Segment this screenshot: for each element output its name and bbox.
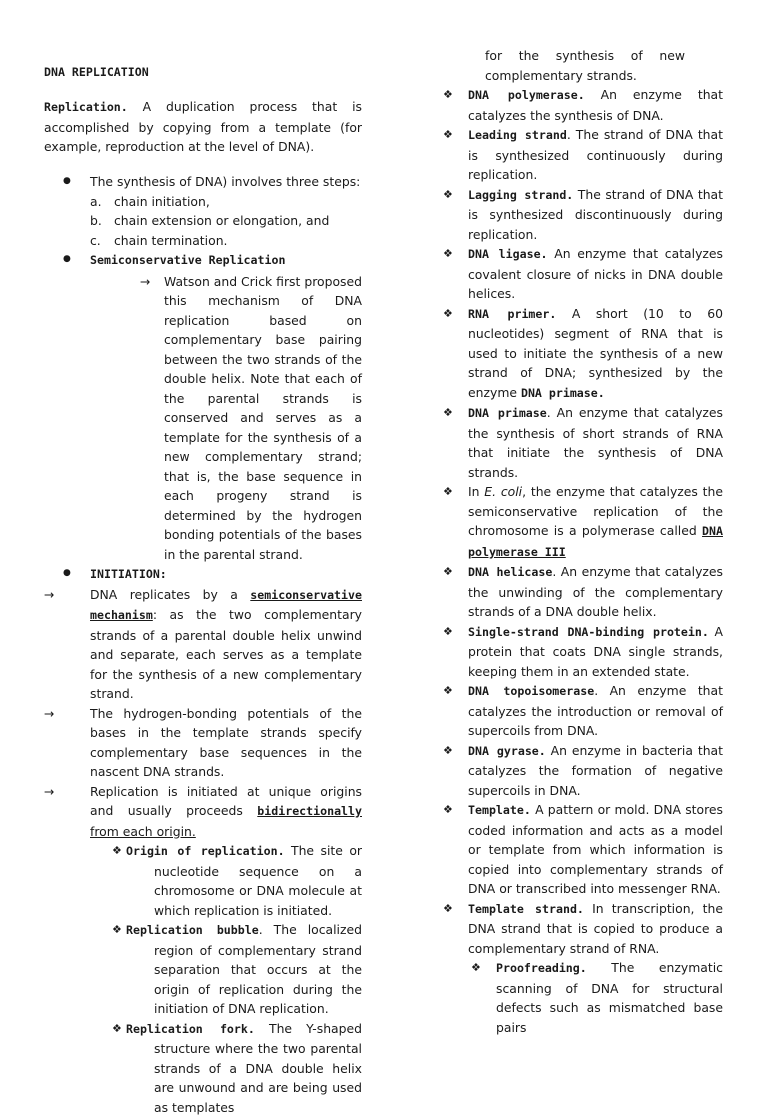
def-term: Template. [468, 803, 531, 817]
primase-item [441, 403, 723, 482]
def-item [441, 185, 723, 245]
bullet-dot-icon: ● [63, 172, 71, 192]
def-text: . The strand of DNA that is synthesized continuously during replication. [468, 127, 723, 182]
step-letter: b. [90, 211, 102, 231]
step-text: chain initiation, [114, 194, 210, 209]
semi-text: Watson and Crick first proposed this mechanism of DNA replication based on complementary base pairing between the two strands of the double helix. Note that each of the parental strands is conserved and serves as a template for the synthesis of a new complementary strand; that is, the base sequence in each progeny strand is determined by the hydrogen bonding potentials of the bases in the parental strand. [164, 274, 362, 562]
diamond-bullet-icon: ❖ [443, 681, 453, 701]
intro-term: Replication. [44, 100, 128, 114]
def-text: An enzyme that catalyzes the synthesis of DNA. [468, 87, 723, 123]
def-text: . An enzyme that catalyzes the unwinding of the complementary strands of a DNA double helix. [468, 564, 723, 619]
init-point-2 [44, 704, 362, 782]
arrow-right-icon: → [44, 782, 54, 802]
steps-intro: The synthesis of DNA) involves three steps: [90, 174, 360, 189]
page-title: DNA REPLICATION [44, 63, 149, 83]
init-text: Replication is initiated at unique origins and usually proceeds [90, 784, 362, 819]
def-term: DNA primase [468, 406, 547, 420]
diamond-bullet-icon: ❖ [443, 622, 453, 642]
def-text: A pattern or mold. DNA stores coded information and acts as a model or template from which information is copied into complementary strands of DNA or transcribed into messenger RNA. [468, 802, 723, 896]
diamond-bullet-icon: ❖ [443, 482, 453, 502]
def-text: . An enzyme that catalyzes the synthesis of short strands of RNA that initiate the synthesis of DNA strands. [468, 405, 723, 480]
semi-paragraph [44, 272, 362, 565]
diamond-bullet-icon: ❖ [112, 920, 122, 940]
step-text: chain termination. [114, 233, 227, 248]
def-item [441, 85, 723, 125]
def-term: DNA helicase [468, 565, 552, 579]
def-item [441, 899, 723, 959]
def-text: In transcription, the DNA strand that is copied to produce a complementary strand of RNA. [468, 901, 723, 956]
diamond-bullet-icon: ❖ [471, 958, 481, 978]
def-text: , the enzyme that catalyzes the semiconservative replication of the chromosome is a polymerase called [468, 484, 723, 538]
diamond-bullet-icon: ❖ [443, 800, 453, 820]
init-text: DNA replicates by a [90, 587, 238, 602]
origin-text: The site or nucleotide sequence on a chromosome or DNA molecule at which replication is initiated. [154, 843, 362, 918]
def-text: The strand of DNA that is synthesized discontinuously during replication. [468, 187, 723, 242]
origin-item [44, 841, 362, 920]
init-point-1 [44, 585, 362, 704]
bubble-term: Replication bubble [126, 923, 259, 937]
diamond-bullet-icon: ❖ [443, 562, 453, 582]
def-term: DNA ligase. [468, 247, 548, 261]
init-text: : as the two complementary strands of a parental double helix unwind and separate, each serves as a template for the synthesis of a new complementary strand. [90, 607, 362, 701]
init-text: The hydrogen-bonding potentials of the bases in the template strands specify complementary base sequences in the nascent DNA strands. [90, 706, 362, 780]
arrow-right-icon: → [44, 704, 54, 724]
diamond-bullet-icon: ❖ [112, 1019, 122, 1039]
def-text: . An enzyme that catalyzes the introduction or removal of supercoils from DNA. [468, 683, 723, 738]
init-point-3 [44, 782, 362, 842]
def-item [441, 681, 723, 741]
ecoli-item [441, 482, 723, 562]
step-item [90, 211, 362, 231]
step-letter: c. [90, 231, 101, 251]
def-term: DNA polymerase III [468, 524, 723, 559]
def-text: A short (10 to 60 nucleotides) segment of RNA that is used to initiate the synthesis of a new strand of DNA; synthesized by the enzyme [468, 306, 723, 400]
def-item [441, 622, 723, 682]
diamond-bullet-icon: ❖ [443, 244, 453, 264]
species-name: E. coli [484, 484, 522, 499]
def-item [441, 125, 723, 185]
fork-item [44, 1019, 362, 1117]
def-text: An enzyme in bacteria that catalyzes the formation of negative supercoils in DNA. [468, 743, 723, 798]
def-term: DNA primase. [521, 386, 605, 400]
steps-list [44, 192, 362, 251]
def-item [441, 800, 723, 899]
def-text: An enzyme that catalyzes covalent closure of nicks in DNA double helices. [468, 246, 723, 301]
def-item [441, 244, 723, 304]
diamond-bullet-icon: ❖ [443, 85, 453, 105]
def-term: RNA primer. [468, 307, 556, 321]
def-term: Single-strand DNA-binding protein. [468, 625, 709, 639]
arrow-right-icon: → [44, 585, 54, 605]
init-heading: INITIATION: [90, 567, 167, 581]
init-term: bidirectionally [257, 804, 362, 818]
init-text: from each origin. [90, 824, 196, 839]
def-term: DNA gyrase. [468, 744, 546, 758]
fork-continuation: for the synthesis of new complementary strands. [441, 46, 685, 85]
step-text: chain extension or elongation, and [114, 213, 329, 228]
def-term: Leading strand [468, 128, 567, 142]
bullet-dot-icon: ● [63, 250, 71, 270]
proofreading-item [441, 958, 723, 1037]
rna-primer-item [441, 304, 723, 404]
def-term: Proofreading. [496, 961, 587, 975]
fork-term: Replication fork. [126, 1022, 255, 1036]
arrow-right-icon: → [140, 272, 150, 292]
def-term: Template strand. [468, 902, 584, 916]
step-letter: a. [90, 192, 102, 212]
def-item [441, 741, 723, 801]
fork-text: The Y-shaped structure where the two parental strands of a DNA double helix are unwound and are being used as templates [154, 1021, 362, 1115]
bullet-dot-icon: ● [63, 564, 71, 584]
diamond-bullet-icon: ❖ [443, 899, 453, 919]
diamond-bullet-icon: ❖ [443, 304, 453, 324]
def-term: DNA topoisomerase [468, 684, 594, 698]
step-item [90, 231, 362, 251]
def-text: A protein that coats DNA single strands, keeping them in an extended state. [468, 624, 723, 679]
bubble-item [44, 920, 362, 1019]
right-column [441, 46, 723, 1037]
def-text: The enzymatic scanning of DNA for structural defects such as mismatched base pairs [496, 960, 723, 1035]
def-text: In [468, 484, 480, 499]
semi-bullet [44, 250, 362, 271]
step-item [90, 192, 362, 212]
diamond-bullet-icon: ❖ [443, 125, 453, 145]
origin-term: Origin of replication. [126, 844, 285, 858]
bubble-text: . The localized region of complementary strand separation that occurs at the origin of replication during the initiation of DNA replication. [154, 922, 362, 1016]
steps-bullet [44, 172, 362, 192]
diamond-bullet-icon: ❖ [112, 841, 122, 861]
semi-heading: Semiconservative Replication [90, 253, 285, 267]
def-item [441, 562, 723, 622]
def-term: Lagging strand. [468, 188, 573, 202]
diamond-bullet-icon: ❖ [443, 185, 453, 205]
init-term: semiconservative mechanism [90, 588, 362, 623]
left-column [44, 172, 362, 1117]
diamond-bullet-icon: ❖ [443, 403, 453, 423]
init-bullet [44, 564, 362, 585]
intro-text: A duplication process that is accomplished by copying from a template (for example, reproduction at the level of DNA). [44, 99, 362, 154]
diamond-bullet-icon: ❖ [443, 741, 453, 761]
def-term: DNA polymerase. [468, 88, 585, 102]
intro-paragraph [44, 97, 362, 157]
